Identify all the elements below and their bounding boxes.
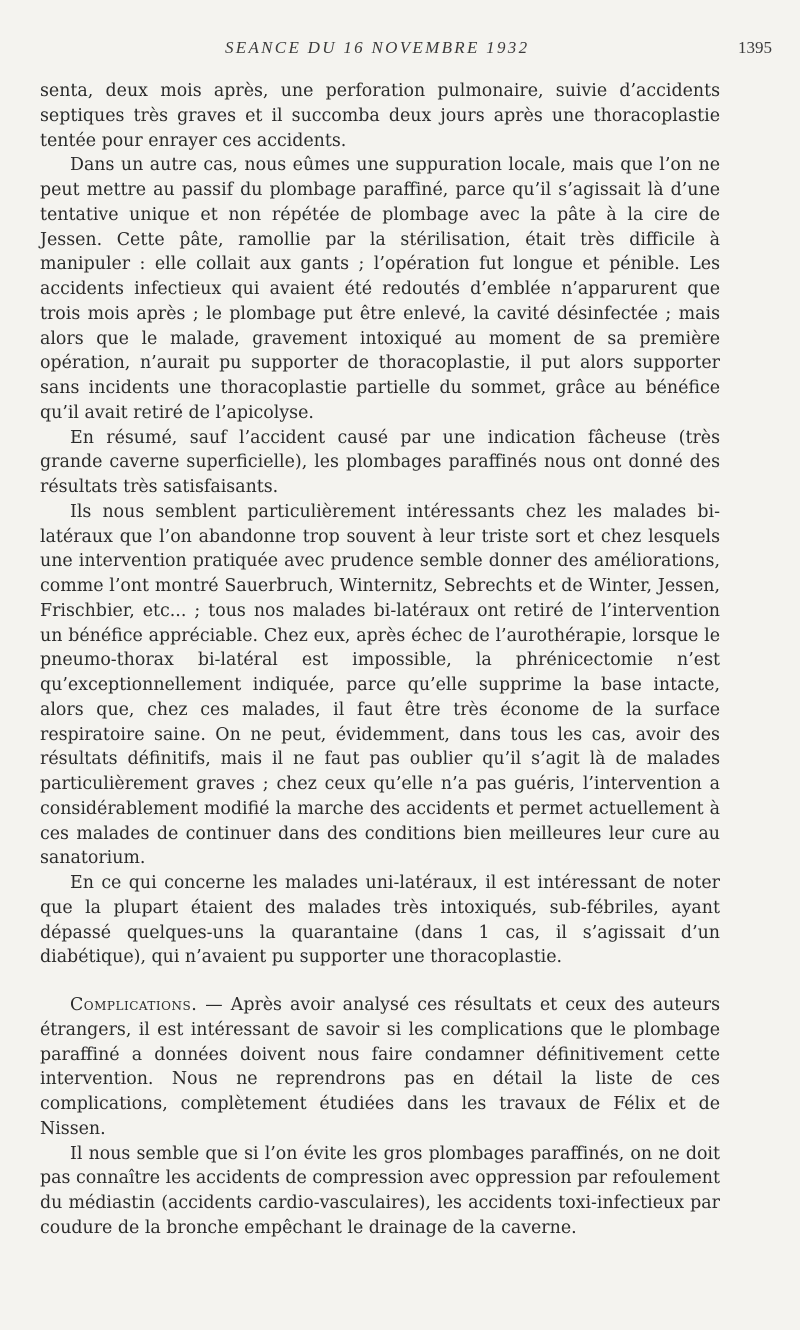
- section-text: — Après avoir analysé ces résultats et ceux des auteurs étrangers, il est intéressant de savoir si les complications que le plombage paraffiné a données doivent nous faire condamner définitivement cette intervention. Nous ne reprendrons pas en détail la liste de ces complications, complètement étudiées dans les travaux de Félix et de Nissen.: [40, 995, 720, 1139]
- paragraph: Ils nous semblent particulièrement intéressants chez les malades bi-latéraux que l’on abandonne trop souvent à leur triste sort et chez lesquels une intervention pratiquée avec prudence semble donner des améliorations, comme l’ont montré Sauerbruch, Winternitz, Sebrechts et de Winter, Jessen, Frischbier, etc... ; tous nos malades bi-latéraux ont retiré de l’intervention un bénéfice appréciable. Chez eux, après échec de l’aurothérapie, lorsque le pneumo-thorax bi-latéral est impossible, la phrénicectomie n’est qu’exceptionnellement indiquée, parce qu’elle supprime la base intacte, alors que, chez ces malades, il faut être très économe de la surface respiratoire saine. On ne peut, évidemment, dans tous les cas, avoir des résultats définitifs, mais il ne faut pas oublier qu’il s’agit là de malades particulièrement graves ; chez ceux qu’elle n’a pas guéris, l’intervention a considérablement modifié la marche des accidents et permet actuellement à ces malades de continuer dans des conditions bien meilleures leur cure au sanatorium.: [40, 501, 720, 869]
- running-title: SEANCE DU 16 NOVEMBRE 1932: [225, 38, 530, 57]
- paragraph: Il nous semble que si l’on évite les gros plombages paraffinés, on ne doit pas connaître les accidents de compression avec oppression par refoulement du médiastin (accidents cardio-vasculaires), les accidents toxi-infectieux par coudure de la bronche empêchant le drainage de la caverne.: [40, 1143, 720, 1238]
- section-heading: Complications.: [70, 995, 198, 1015]
- paragraph: Dans un autre cas, nous eûmes une suppuration locale, mais que l’on ne peut mettre au passif du plombage paraffiné, parce qu’il s’agissait là d’une tentative unique et non répétée de plombage avec la pâte à la cire de Jessen. Cette pâte, ramollie par la stérilisation, était très difficile à manipuler : elle collait aux gants ; l’opération fut longue et pénible. Les accidents infectieux qui avaient été redoutés d’emblée n’apparurent que trois mois après ; le plombage put être enlevé, la cavité désinfectée ; mais alors que le malade, gravement intoxiqué au moment de sa première opération, n’aurait pu supporter de thoracoplastie, il put alors supporter sans incidents une thoracoplastie partielle du sommet, grâce au bénéfice qu’il avait retiré de l’apicolyse.: [40, 155, 720, 423]
- page-number: 1395: [738, 38, 772, 57]
- paragraph: En ce qui concerne les malades uni-latéraux, il est intéressant de noter que la plupart étaient des malades très intoxiqués, sub-fébriles, ayant dépassé quelques-uns la quarantaine (dans 1 cas, il s’agissait d’un diabétique), qui n’avaient pu supporter une thoracoplastie.: [40, 873, 720, 968]
- paragraph-continued: senta, deux mois après, une perforation pulmonaire, suivie d’accidents septiques très graves et il succomba deux jours après une thoracoplastie tentée pour enrayer ces accidents.: [40, 81, 720, 151]
- paragraph: En résumé, sauf l’accident causé par une indication fâcheuse (très grande caverne superficielle), les plombages paraffinés nous ont donné des résultats très satisfaisants.: [40, 427, 720, 497]
- complications-section: [40, 993, 720, 1142]
- body-text: [40, 79, 720, 1241]
- running-head: [0, 38, 800, 58]
